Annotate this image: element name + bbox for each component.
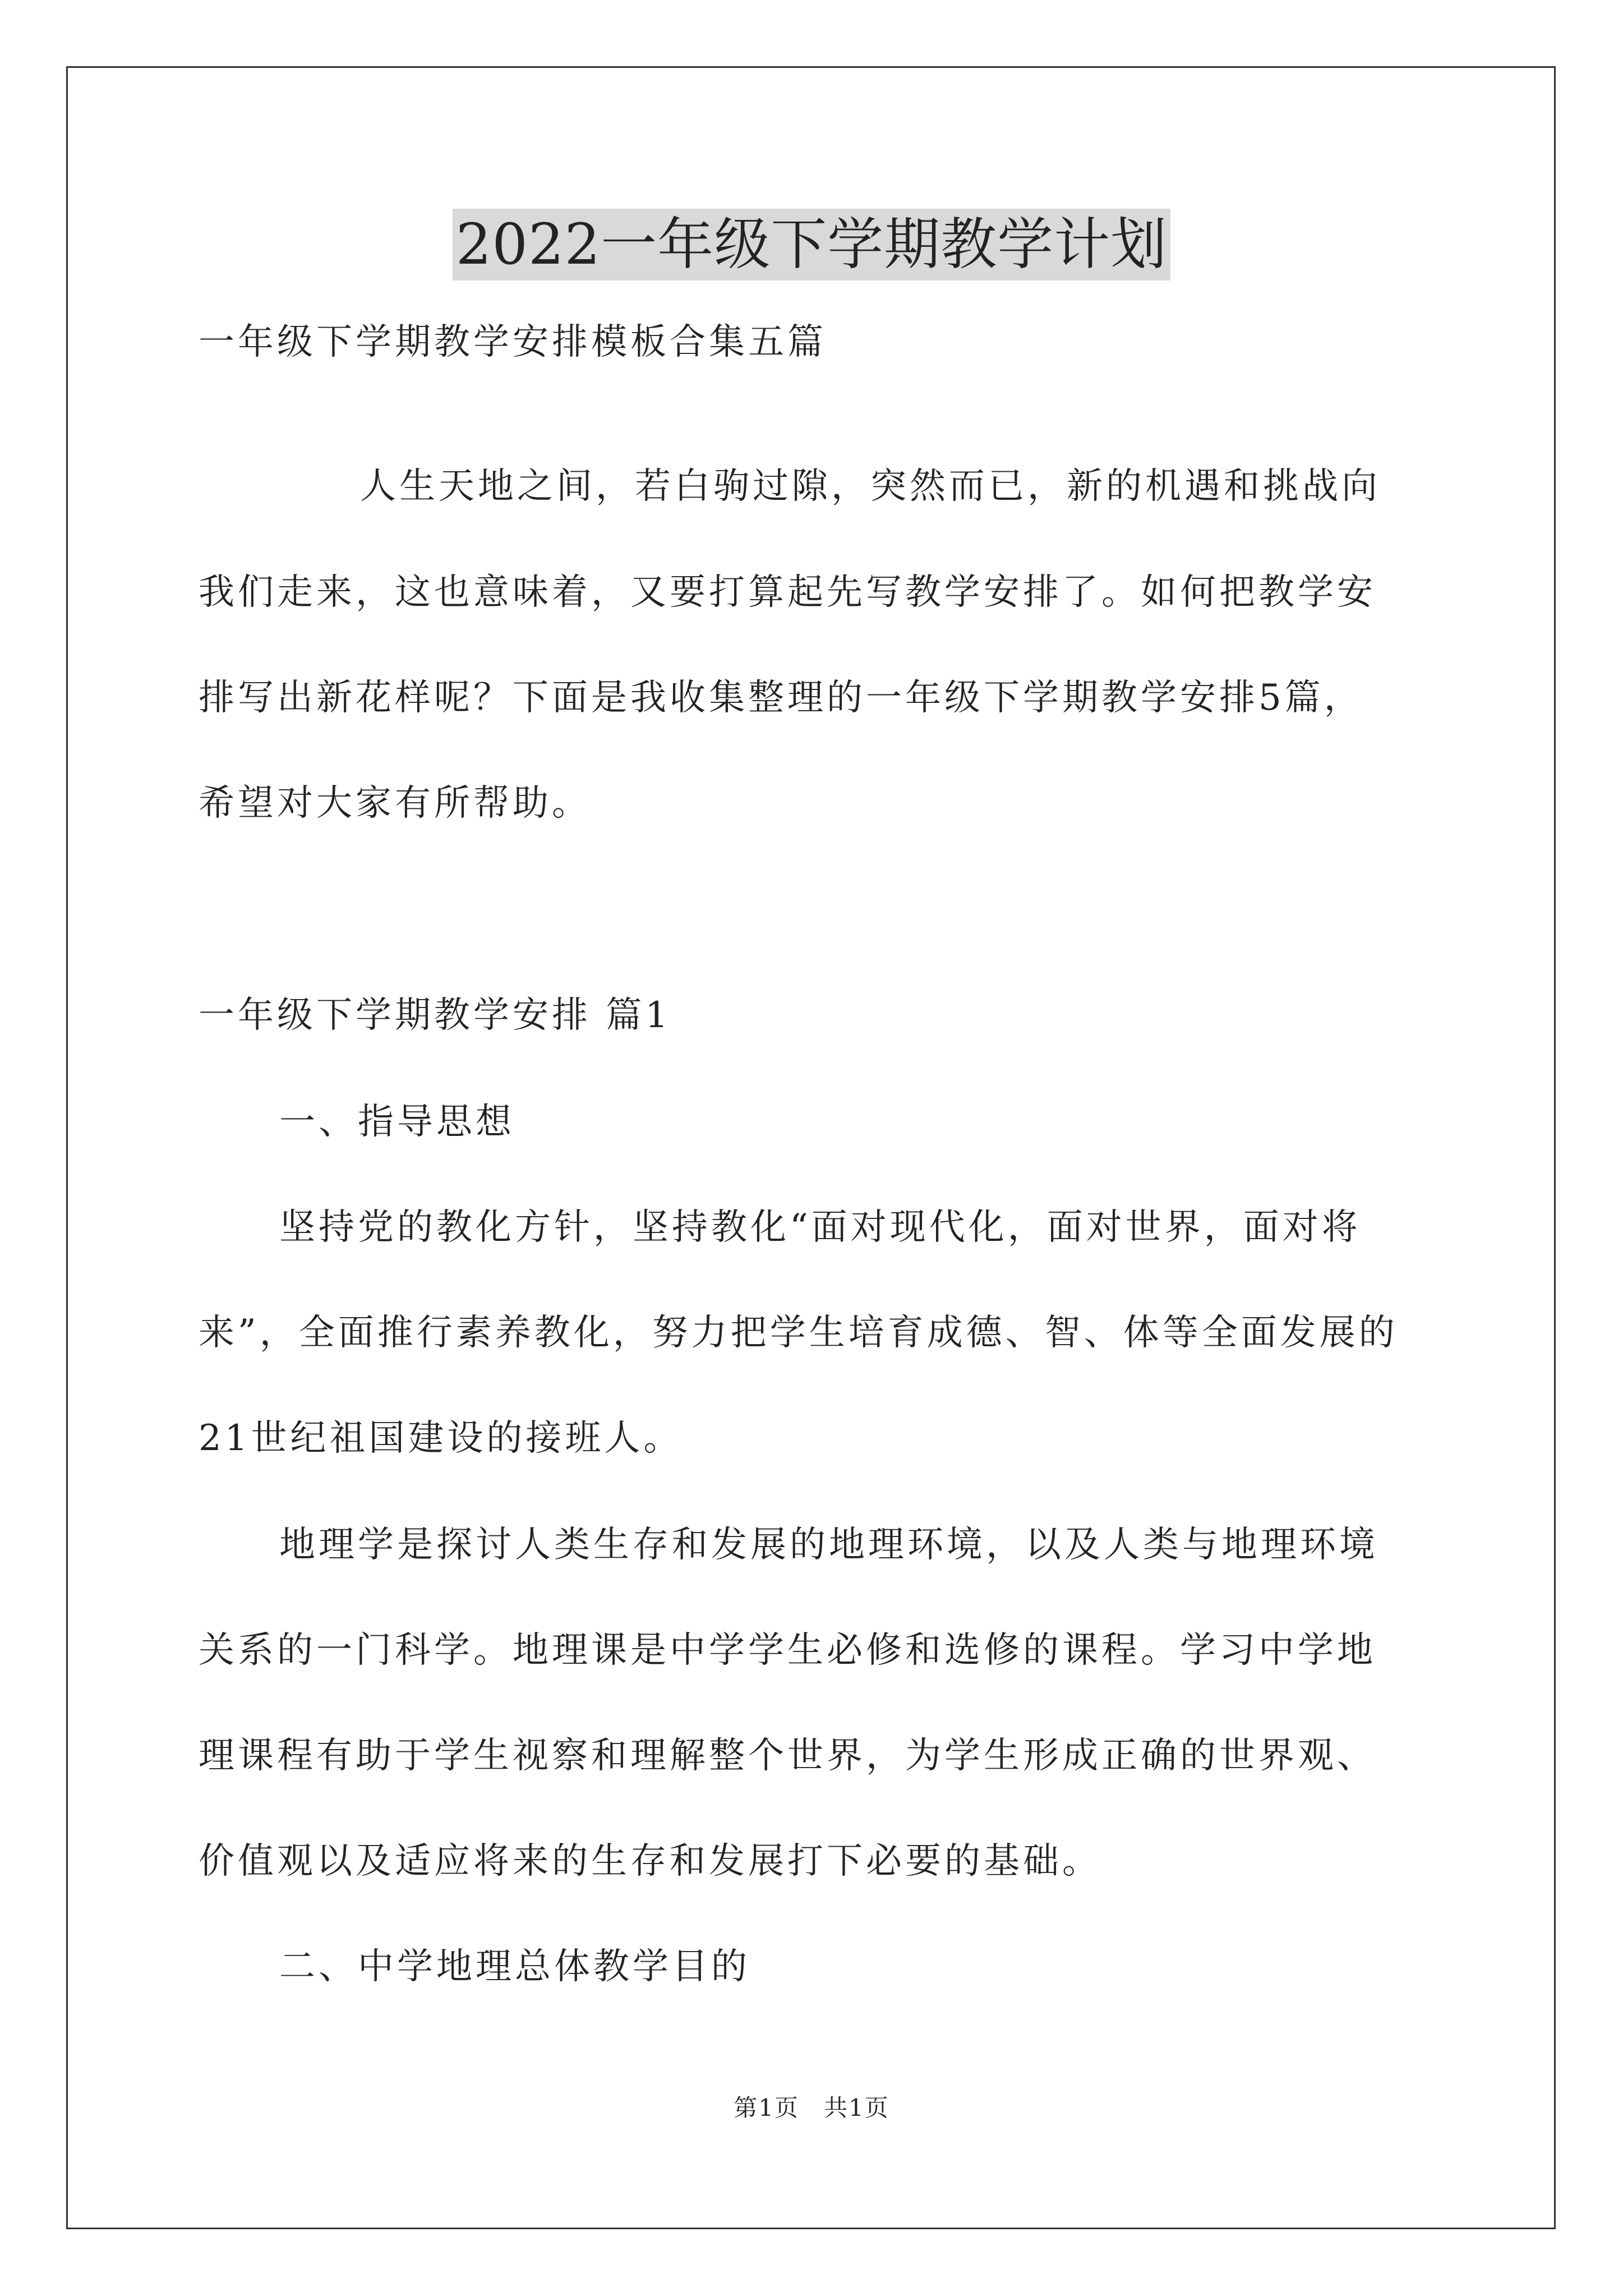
paragraph-1-line-1: 坚持党的教化方针，坚持教化“面对现代化，面对世界，面对将 [279,1207,1361,1248]
page-number-total: 共1页 [824,2094,889,2122]
document-title: 2022一年级下学期教学计划 [453,209,1171,280]
paragraph-2-line-4: 价值观以及适应将来的生存和发展打下必要的基础。 [199,1841,1101,1882]
page-frame [66,66,1556,2229]
subheading-guiding-thought: 一、指导思想 [279,1101,515,1143]
title-container [0,209,1623,280]
subheading-overall-goal: 二、中学地理总体教学目的 [279,1946,750,1987]
paragraph-1-line-3: 21世纪祖国建设的接班人。 [199,1418,683,1459]
intro-line-2: 我们走来，这也意味着，又要打算起先写教学安排了。如何把教学安 [199,572,1376,613]
paragraph-2-line-1: 地理学是探讨人类生存和发展的地理环境，以及人类与地理环境 [279,1524,1378,1566]
page-footer [0,2092,1623,2124]
subtitle-line: 一年级下学期教学安排模板合集五篇 [199,321,827,363]
paragraph-1-line-2: 来”，全面推行素养教化，努力把学生培育成德、智、体等全面发展的 [199,1312,1398,1354]
intro-line-1: 人生天地之间，若白驹过隙，突然而已，新的机遇和挑战向 [360,466,1381,507]
section-heading: 一年级下学期教学安排 篇1 [199,995,672,1036]
paragraph-2-line-3: 理课程有助于学生视察和理解整个世界，为学生形成正确的世界观、 [199,1735,1376,1777]
intro-line-3: 排写出新花样呢？下面是我收集整理的一年级下学期教学安排5篇， [199,677,1363,719]
paragraph-2-line-2: 关系的一门科学。地理课是中学学生必修和选修的课程。学习中学地 [199,1630,1376,1671]
intro-line-4: 希望对大家有所帮助。 [199,783,591,824]
page-number-current: 第1页 [734,2094,799,2122]
